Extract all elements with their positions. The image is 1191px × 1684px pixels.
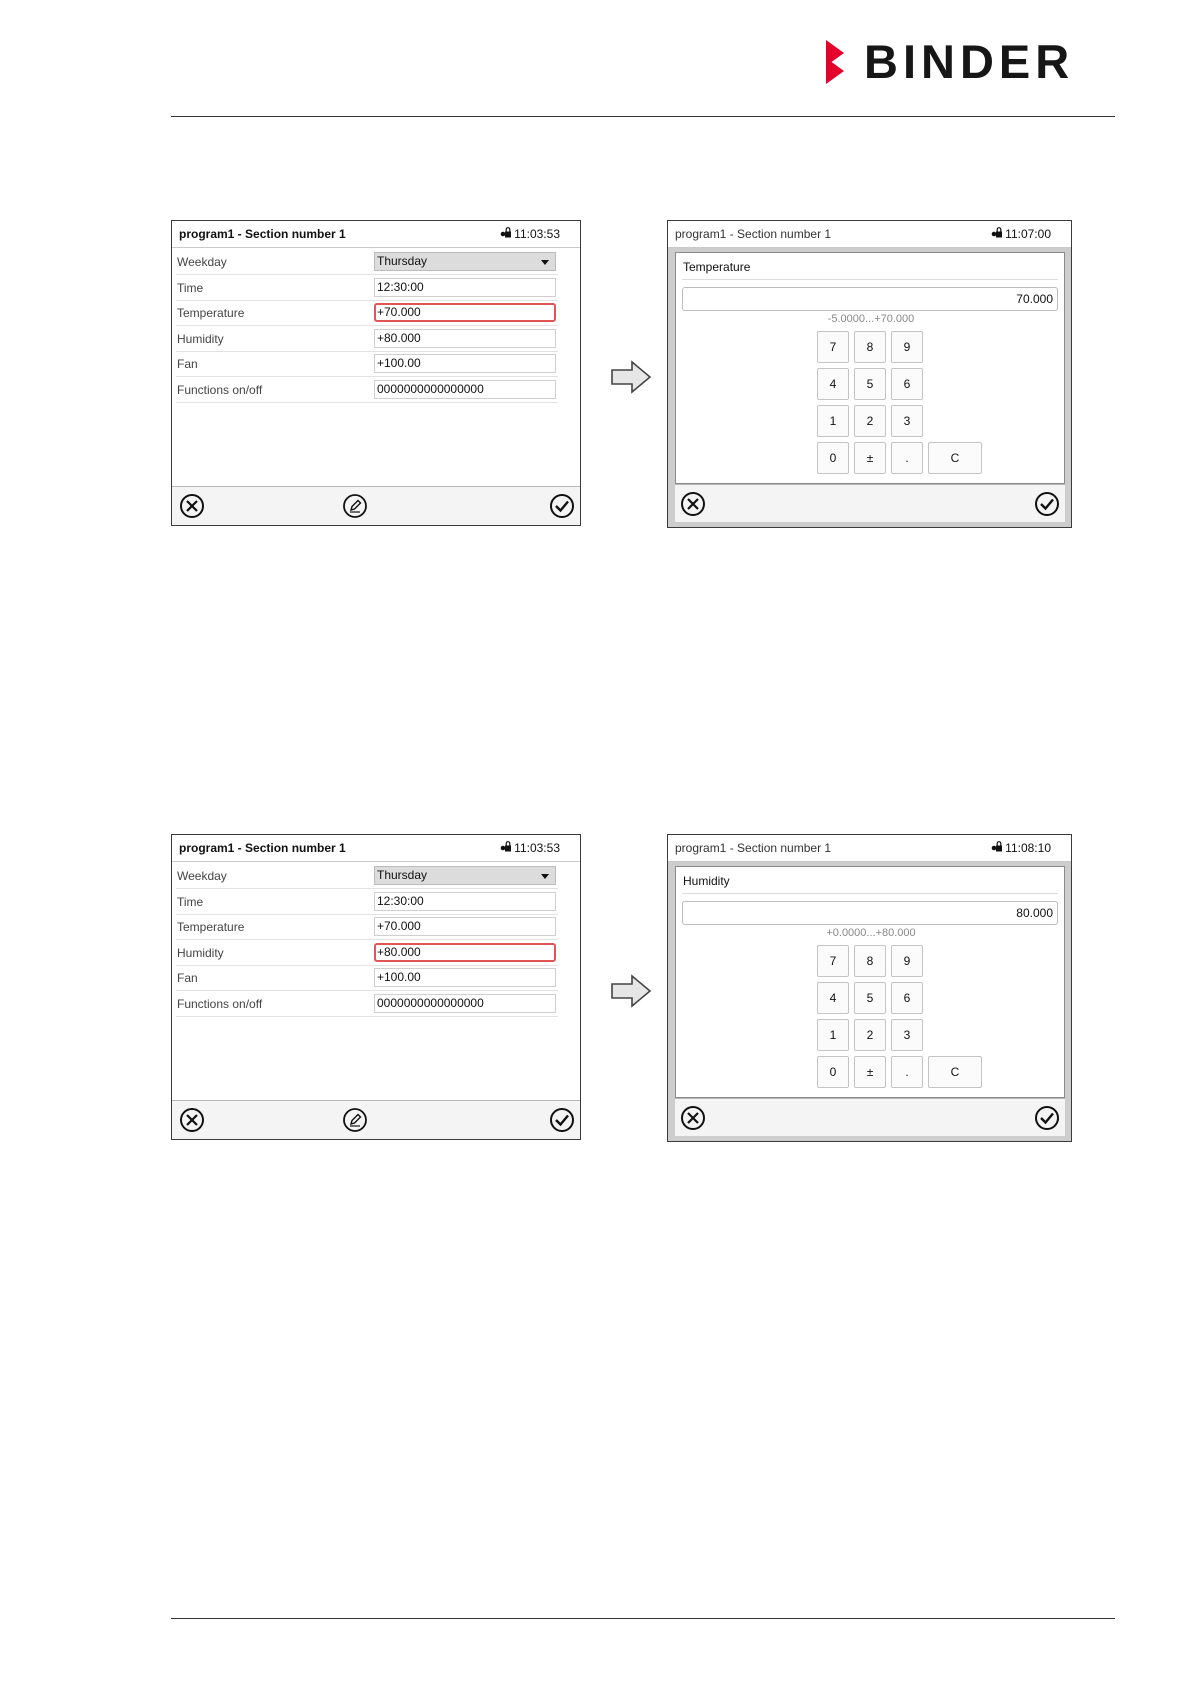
param-field[interactable]: 12:30:00 bbox=[374, 892, 556, 911]
keypad-key[interactable]: 0 bbox=[817, 1056, 849, 1088]
keypad-screen bbox=[667, 220, 1072, 528]
keypad-key[interactable]: C bbox=[928, 442, 982, 474]
keypad-key[interactable]: 2 bbox=[854, 1019, 886, 1051]
clock-time: 11:08:10 bbox=[1005, 841, 1051, 855]
param-row bbox=[176, 300, 558, 326]
edit-pencil-icon[interactable] bbox=[342, 493, 368, 519]
right-arrow-icon bbox=[610, 974, 652, 1013]
close-circle-icon[interactable] bbox=[680, 1105, 706, 1131]
keypad-dialog bbox=[675, 252, 1065, 484]
keypad-dialog bbox=[675, 866, 1065, 1098]
param-row bbox=[176, 249, 558, 275]
close-circle-icon[interactable] bbox=[179, 493, 205, 519]
value-range: -5.0000...+70.000 bbox=[827, 313, 915, 325]
close-circle-icon[interactable] bbox=[179, 1107, 205, 1133]
footer-rule bbox=[171, 1618, 1115, 1619]
check-circle-icon[interactable] bbox=[549, 1107, 575, 1133]
keypad-key[interactable]: 0 bbox=[817, 442, 849, 474]
settings-screen bbox=[171, 220, 581, 526]
param-field[interactable]: +100.00 bbox=[374, 968, 556, 987]
weekday-select[interactable]: Thursday bbox=[374, 252, 556, 271]
param-field[interactable]: 0000000000000000 bbox=[374, 994, 556, 1013]
settings-screen bbox=[171, 834, 581, 1140]
binder-logo bbox=[824, 35, 1114, 88]
clock-time: 11:07:00 bbox=[1005, 227, 1051, 241]
param-label: Temperature bbox=[177, 920, 245, 934]
screen-header bbox=[172, 835, 580, 862]
parameter-name: Temperature bbox=[683, 260, 751, 274]
param-row bbox=[176, 940, 558, 966]
keypad-key[interactable]: 5 bbox=[854, 982, 886, 1014]
screen-title: program1 - Section number 1 bbox=[675, 227, 832, 241]
right-arrow-icon bbox=[610, 360, 652, 399]
screen-header bbox=[668, 835, 1071, 862]
keypad-key[interactable]: 9 bbox=[891, 945, 923, 977]
screen-footer bbox=[172, 486, 580, 525]
lock-icon bbox=[500, 843, 512, 855]
param-label: Humidity bbox=[177, 945, 224, 960]
divider bbox=[682, 893, 1058, 894]
keypad-key[interactable]: 4 bbox=[817, 368, 849, 400]
param-row bbox=[176, 351, 558, 377]
clock bbox=[500, 227, 560, 241]
param-row bbox=[176, 863, 558, 889]
screen-footer bbox=[172, 1100, 580, 1139]
edit-pencil-icon[interactable] bbox=[342, 1107, 368, 1133]
screen-header bbox=[668, 221, 1071, 248]
param-label: Temperature bbox=[177, 306, 245, 320]
param-row bbox=[176, 889, 558, 915]
param-row bbox=[176, 965, 558, 991]
keypad-key[interactable]: ± bbox=[854, 442, 886, 474]
lock-icon bbox=[991, 843, 1003, 855]
param-row bbox=[176, 914, 558, 940]
value-input[interactable]: 80.000 bbox=[682, 901, 1058, 925]
param-label: Functions on/off bbox=[177, 382, 263, 397]
keypad-key[interactable]: 6 bbox=[891, 368, 923, 400]
clock-time: 11:03:53 bbox=[514, 227, 560, 241]
keypad-key[interactable]: 1 bbox=[817, 405, 849, 437]
keypad-key[interactable]: 3 bbox=[891, 1019, 923, 1051]
param-label: Weekday bbox=[177, 869, 227, 883]
keypad-key[interactable]: 1 bbox=[817, 1019, 849, 1051]
param-label: Fan bbox=[177, 357, 198, 371]
lock-icon bbox=[500, 229, 512, 241]
screen-header bbox=[172, 221, 580, 248]
keypad-footer bbox=[675, 484, 1065, 522]
check-circle-icon[interactable] bbox=[549, 493, 575, 519]
keypad-key[interactable]: 5 bbox=[854, 368, 886, 400]
keypad-key[interactable]: 2 bbox=[854, 405, 886, 437]
clock bbox=[500, 841, 560, 855]
param-field[interactable]: +70.000 bbox=[374, 917, 556, 936]
value-range: +0.0000...+80.000 bbox=[826, 927, 916, 939]
keypad-key[interactable]: 3 bbox=[891, 405, 923, 437]
header-rule bbox=[171, 116, 1115, 117]
param-label: Time bbox=[177, 894, 204, 909]
keypad-screen bbox=[667, 834, 1072, 1142]
keypad-key[interactable]: 4 bbox=[817, 982, 849, 1014]
clock bbox=[991, 227, 1051, 241]
clock bbox=[991, 841, 1051, 855]
weekday-select[interactable]: Thursday bbox=[374, 866, 556, 885]
check-circle-icon[interactable] bbox=[1034, 1105, 1060, 1131]
keypad-key[interactable]: C bbox=[928, 1056, 982, 1088]
parameter-name: Humidity bbox=[683, 874, 730, 888]
screen-title: program1 - Section number 1 bbox=[179, 227, 346, 241]
keypad-key[interactable]: . bbox=[891, 1056, 923, 1088]
value-input[interactable]: 70.000 bbox=[682, 287, 1058, 311]
keypad-key[interactable]: 8 bbox=[854, 945, 886, 977]
param-field[interactable]: +80.000 bbox=[374, 329, 556, 348]
keypad-key[interactable]: 9 bbox=[891, 331, 923, 363]
check-circle-icon[interactable] bbox=[1034, 491, 1060, 517]
close-circle-icon[interactable] bbox=[680, 491, 706, 517]
param-field[interactable]: 12:30:00 bbox=[374, 278, 556, 297]
param-field[interactable]: +100.00 bbox=[374, 354, 556, 373]
param-row bbox=[176, 991, 558, 1017]
divider bbox=[682, 279, 1058, 280]
clock-time: 11:03:53 bbox=[514, 841, 560, 855]
param-label: Fan bbox=[177, 971, 198, 985]
screen-title: program1 - Section number 1 bbox=[675, 841, 832, 855]
keypad-key[interactable]: . bbox=[891, 442, 923, 474]
param-field[interactable]: 0000000000000000 bbox=[374, 380, 556, 399]
keypad-key[interactable]: 8 bbox=[854, 331, 886, 363]
keypad-key[interactable]: 7 bbox=[817, 331, 849, 363]
binder-logo-mark bbox=[824, 40, 856, 84]
lock-icon bbox=[991, 229, 1003, 241]
keypad-key[interactable]: ± bbox=[854, 1056, 886, 1088]
param-label: Weekday bbox=[177, 255, 227, 269]
keypad-key[interactable]: 7 bbox=[817, 945, 849, 977]
param-row bbox=[176, 326, 558, 352]
screen-title: program1 - Section number 1 bbox=[179, 841, 346, 855]
keypad-key[interactable]: 6 bbox=[891, 982, 923, 1014]
param-row bbox=[176, 377, 558, 403]
param-label: Functions on/off bbox=[177, 996, 263, 1011]
param-field[interactable]: +80.000 bbox=[374, 943, 556, 962]
binder-logo-text: BINDER bbox=[864, 35, 1075, 88]
keypad-footer bbox=[675, 1098, 1065, 1136]
param-label: Humidity bbox=[177, 331, 224, 346]
param-field[interactable]: +70.000 bbox=[374, 303, 556, 322]
param-row bbox=[176, 275, 558, 301]
param-label: Time bbox=[177, 280, 204, 295]
